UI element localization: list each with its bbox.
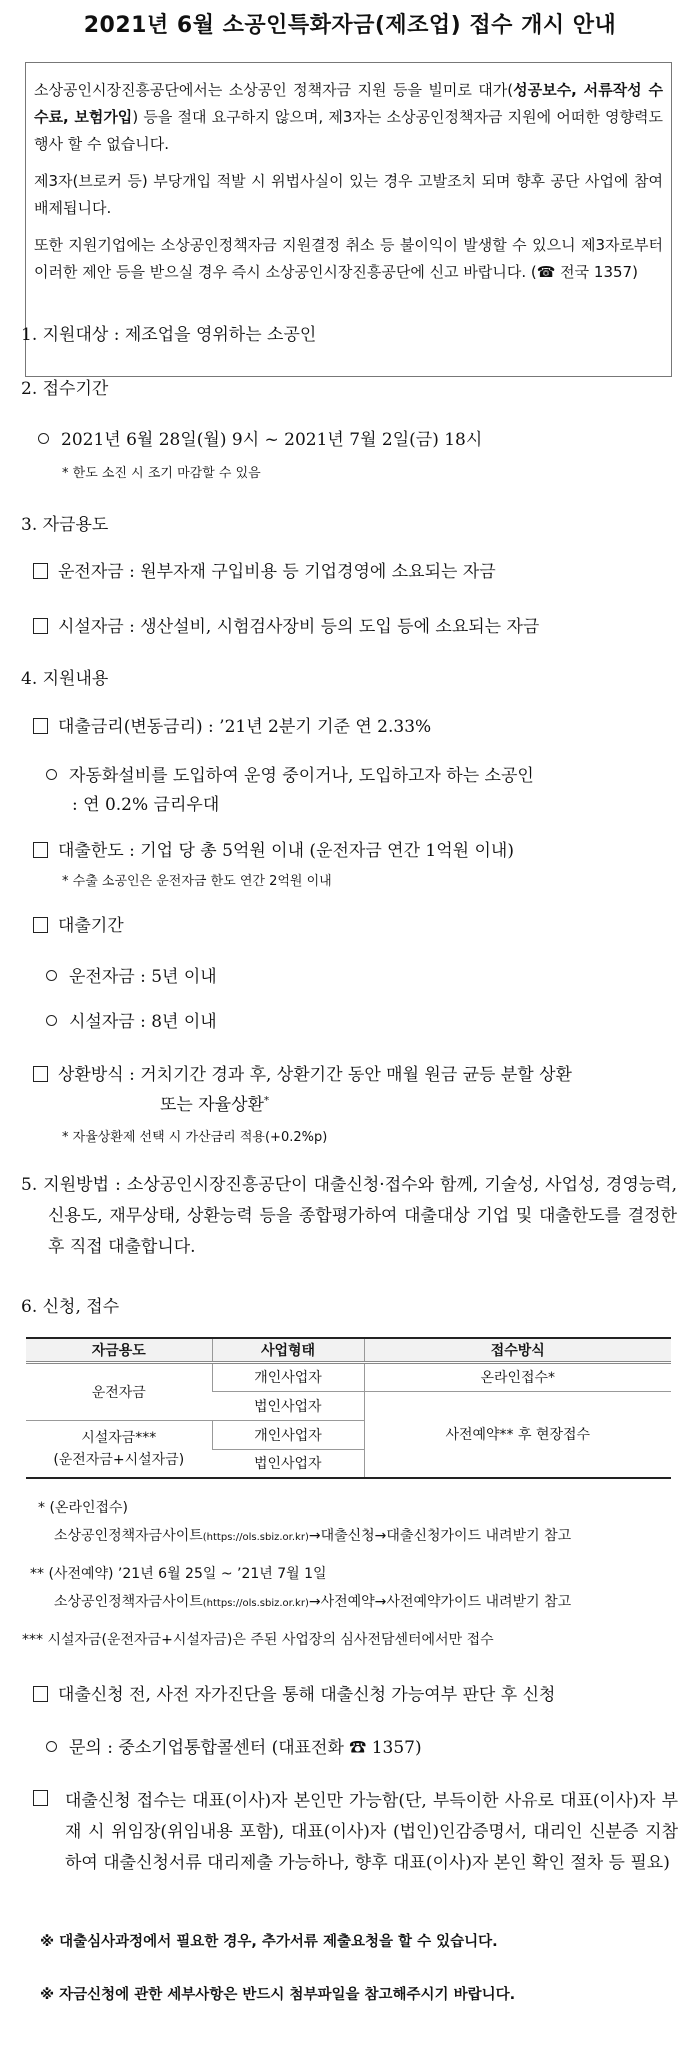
square-bullet-icon — [33, 563, 48, 579]
site-link[interactable]: (https://ols.sbiz.or.kr) — [202, 1532, 309, 1543]
circle-bullet-icon — [46, 1741, 57, 1752]
self-check: 대출신청 전, 사전 자가진단을 통해 대출신청 가능여부 판단 후 신청 — [33, 1680, 555, 1705]
repayment-note: * 자율상환제 선택 시 가산금리 적용(+0.2%p) — [62, 1130, 328, 1145]
note-additional-docs: ※ 대출심사과정에서 필요한 경우, 추가서류 제출요청을 할 수 있습니다. — [40, 1934, 498, 1950]
circle-bullet-icon — [38, 433, 49, 444]
fund-use-facility: 시설자금 : 생산설비, 시험검사장비 등의 도입 등에 소요되는 자금 — [33, 612, 539, 637]
square-bullet-icon — [33, 1790, 48, 1806]
repayment-method: 상환방식 : 거치기간 경과 후, 상환기간 동안 매월 원금 균등 분할 상환 — [33, 1060, 572, 1085]
in-person-rule: 대출신청 접수는 대표(이사)자 본인만 가능함(단, 부득이한 사유로 대표(이사)자 부재 시 위임장(위임내용 포함), 대표(이사)자 (법인)인감증명서, 대리인 신분증 지참하여 대출신청서류 대리제출 가능하나, 향후 대표(이사)자 본인 확인 절차 등 필요) — [33, 1786, 678, 1879]
section-1-eligibility: 1. 지원대상 : 제조업을 영위하는 소공인 — [21, 325, 317, 345]
cell-operating-fund: 운전자금 — [26, 1362, 212, 1420]
loan-rate: 대출금리(변동금리) : ’21년 2분기 기준 연 2.33% — [33, 712, 431, 737]
section-4-heading: 4. 지원내용 — [21, 669, 109, 689]
cell-corporate: 법인사업자 — [212, 1449, 364, 1478]
section-2-heading: 2. 접수기간 — [21, 379, 109, 399]
repayment-method-cont: 또는 자율상환* — [160, 1095, 269, 1115]
table-header-row — [26, 1338, 671, 1362]
square-bullet-icon — [33, 1066, 48, 1082]
page-title: 2021년 6월 소공인특화자금(제조업) 접수 개시 안내 — [83, 13, 617, 38]
loan-limit-note: * 수출 소공인은 운전자금 한도 연간 2억원 이내 — [62, 874, 332, 889]
square-bullet-icon — [33, 917, 48, 933]
square-bullet-icon — [33, 618, 48, 634]
section-5-method: 5. 지원방법 : 소상공인시장진흥공단이 대출신청·접수와 함께, 기술성, 사업성, 경영능력, 신용도, 재무상태, 상환능력 등을 종합평가하여 대출대상 기업 및 대출한도를 결정한 후 직접 대출합니다. — [21, 1175, 677, 1257]
circle-bullet-icon — [46, 970, 57, 981]
warning-paragraph-2: 제3자(브로커 등) 부당개입 적발 시 위법사실이 있는 경우 고발조치 되며 향후 공단 사업에 참여 배제됩니다. — [34, 172, 663, 217]
footnote-1-title: * (온라인접수) — [38, 1500, 128, 1516]
loan-term-operating: 운전자금 : 5년 이내 — [46, 962, 217, 987]
section-3-heading: 3. 자금용도 — [21, 515, 109, 535]
period-note: * 한도 소진 시 조기 마감할 수 있음 — [62, 466, 261, 481]
site-link[interactable]: (https://ols.sbiz.or.kr) — [202, 1598, 309, 1609]
circle-bullet-icon — [46, 1015, 57, 1026]
circle-bullet-icon — [46, 769, 57, 780]
rate-preference: 자동화설비를 도입하여 운영 중이거나, 도입하고자 하는 소공인 — [46, 761, 534, 786]
col-business-type: 사업형태 — [212, 1338, 364, 1362]
cell-individual: 개인사업자 — [212, 1362, 364, 1391]
note-see-attachment: ※ 자금신청에 관한 세부사항은 반드시 첨부파일을 참고해주시기 바랍니다. — [40, 1987, 516, 2003]
warning-paragraph-1: 소상공인시장진흥공단에서는 소상공인 정책자금 지원 등을 빌미로 대가(성공보수, 서류작성 수수료, 보험가입) 등을 절대 요구하지 않으며, 제3자는 소상공인정책자금 지원에 어떠한 영향력도 행사 할 수 없습니다. — [34, 81, 663, 153]
col-fund-use: 자금용도 — [26, 1338, 212, 1362]
square-bullet-icon — [33, 1686, 48, 1702]
rate-preference-value: : 연 0.2% 금리우대 — [72, 795, 220, 815]
loan-term-heading: 대출기간 — [33, 911, 124, 936]
cell-facility-fund: 시설자금*** (운전자금+시설자금) — [26, 1420, 212, 1478]
loan-limit: 대출한도 : 기업 당 총 5억원 이내 (운전자금 연간 1억원 이내) — [33, 836, 514, 861]
fund-use-operating: 운전자금 : 원부자재 구입비용 등 기업경영에 소요되는 자금 — [33, 557, 496, 582]
footnote-2-title: ** (사전예약) ’21년 6월 25일 ~ ’21년 7월 1일 — [30, 1566, 327, 1582]
inquiry-contact: 문의 : 중소기업통합콜센터 (대표전화 ☎ 1357) — [46, 1733, 422, 1758]
cell-corporate: 법인사업자 — [212, 1391, 364, 1420]
col-application-method: 접수방식 — [364, 1338, 671, 1362]
warning-emphasis: 성공보수, 서류작성 수수료, 보험가입 — [34, 81, 663, 126]
table-row — [26, 1362, 671, 1391]
section-6-heading: 6. 신청, 접수 — [21, 1297, 120, 1317]
warning-paragraph-3: 또한 지원기업에는 소상공인정책자금 지원결정 취소 등 불이익이 발생할 수 있으니 제3자로부터 이러한 제안 등을 받으실 경우 즉시 소상공인시장진흥공단에 신고 바랍니다. (☎ 전국 1357) — [34, 236, 663, 281]
footnote-2-body: 소상공인정책자금사이트(https://ols.sbiz.or.kr)→사전예약→사전예약가이드 내려받기 참고 — [54, 1594, 572, 1610]
cell-online: 온라인접수* — [364, 1362, 671, 1391]
application-table — [26, 1337, 671, 1479]
application-period: 2021년 6월 28일(월) 9시 ~ 2021년 7월 2일(금) 18시 — [38, 425, 482, 450]
footnote-3: *** 시설자금(운전자금+시설자금)은 주된 사업장의 심사전담센터에서만 접수 — [22, 1632, 494, 1648]
square-bullet-icon — [33, 718, 48, 734]
cell-offline: 사전예약** 후 현장접수 — [364, 1391, 671, 1478]
loan-term-facility: 시설자금 : 8년 이내 — [46, 1007, 217, 1032]
footnote-1-body: 소상공인정책자금사이트(https://ols.sbiz.or.kr)→대출신청→대출신청가이드 내려받기 참고 — [54, 1528, 572, 1544]
cell-individual: 개인사업자 — [212, 1420, 364, 1449]
square-bullet-icon — [33, 842, 48, 858]
